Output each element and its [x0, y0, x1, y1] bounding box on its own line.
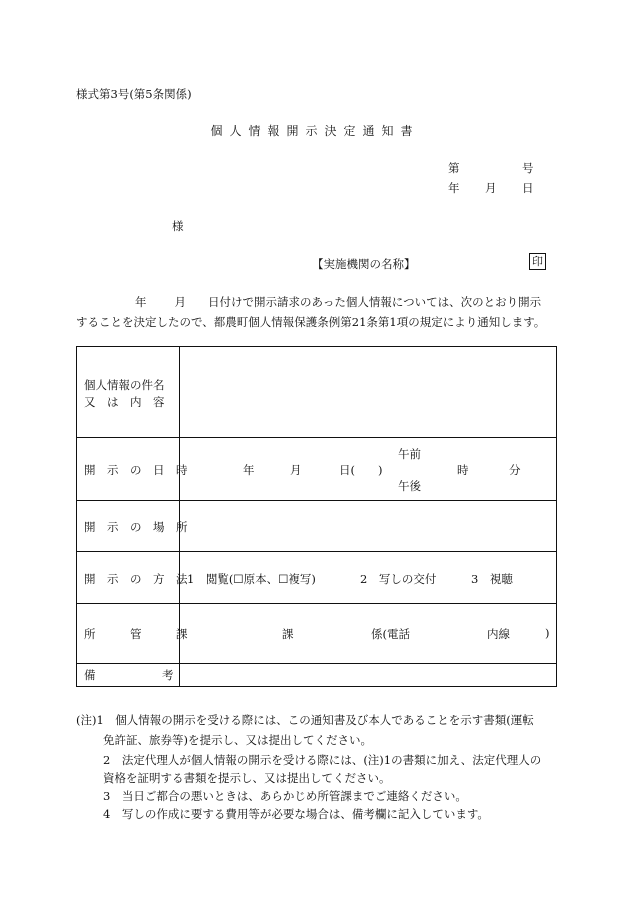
method-copy: 2 写しの交付: [360, 572, 437, 586]
datetime-minute: 分: [509, 463, 521, 477]
datetime-month: 月: [290, 463, 302, 477]
note-4: 4 写しの作成に要する費用等が必要な場合は、備考欄に記入しています。: [103, 807, 489, 821]
agency-name-placeholder: 【実施機関の名称】: [312, 257, 416, 271]
row-subject: [77, 347, 556, 438]
label-location: 開 示 の 場 所: [84, 520, 188, 534]
body-line-2: することを決定したので、都農町個人情報保護条例第21条第1項の規定により通知します。: [76, 315, 546, 329]
label-subject-line2: 又 は 内 容: [84, 395, 165, 409]
date-day-label: 日: [522, 181, 534, 195]
note-3: 3 当日ご都合の悪いときは、あらかじめ所管課までご連絡ください。: [103, 789, 467, 803]
row-datetime: [77, 438, 556, 501]
row-location: [77, 501, 556, 552]
department-ka: 課: [282, 627, 294, 641]
seal-stamp-box: 印: [529, 253, 546, 270]
body-month-label: 月: [174, 295, 186, 309]
body-line-1: [135, 294, 541, 310]
department-extension: 内線: [487, 627, 510, 641]
label-method: 開 示 の 方 法: [84, 572, 188, 586]
label-datetime: 開 示 の 日 時: [84, 463, 188, 477]
note-1-line-1: (注)1 個人情報の開示を受ける際には、この通知書及び本人であることを示す書類(運転: [76, 713, 534, 727]
datetime-am: 午前: [398, 447, 421, 461]
label-department: 所 管 課: [84, 627, 188, 641]
datetime-hour: 時: [457, 463, 469, 477]
recipient-honorific: 様: [172, 219, 184, 233]
row-method: [77, 552, 556, 604]
row-remarks: [77, 664, 556, 686]
datetime-year: 年: [243, 463, 255, 477]
row-department: [77, 604, 556, 664]
note-2-line-2: 資格を証明する書類を提示し、又は提出してください。: [103, 771, 391, 785]
label-subject-line1: 個人情報の件名: [84, 378, 165, 392]
method-inspection: 1 閲覧(☐原本、☐複写): [187, 572, 316, 586]
method-viewing: 3 視聴: [471, 572, 513, 586]
label-remarks-left: 備: [84, 668, 96, 682]
form-number: 様式第3号(第5条関係): [76, 87, 192, 101]
doc-number-prefix: 第: [448, 161, 460, 175]
note-2-line-1: 2 法定代理人が個人情報の開示を受ける際には、(注)1の書類に加え、法定代理人の: [103, 753, 542, 767]
disclosure-form-table: [76, 346, 557, 687]
datetime-day: 日( ): [339, 463, 383, 477]
doc-number-suffix: 号: [522, 161, 534, 175]
date-year-label: 年: [448, 181, 460, 195]
date-month-label: 月: [485, 181, 497, 195]
body-year-label: 年: [135, 295, 147, 309]
body-line-1-text: 日付けで開示請求のあった個人情報については、次のとおり開示: [208, 295, 542, 309]
label-remarks-right: 考: [162, 668, 174, 682]
document-title: 個人情報開示決定通知書: [210, 124, 420, 138]
department-close-paren: ): [545, 626, 550, 640]
department-kakari-phone: 係(電話: [371, 627, 410, 641]
note-1-line-2: 免許証、旅券等)を提示し、又は提出してください。: [103, 733, 372, 747]
datetime-pm: 午後: [398, 479, 421, 493]
